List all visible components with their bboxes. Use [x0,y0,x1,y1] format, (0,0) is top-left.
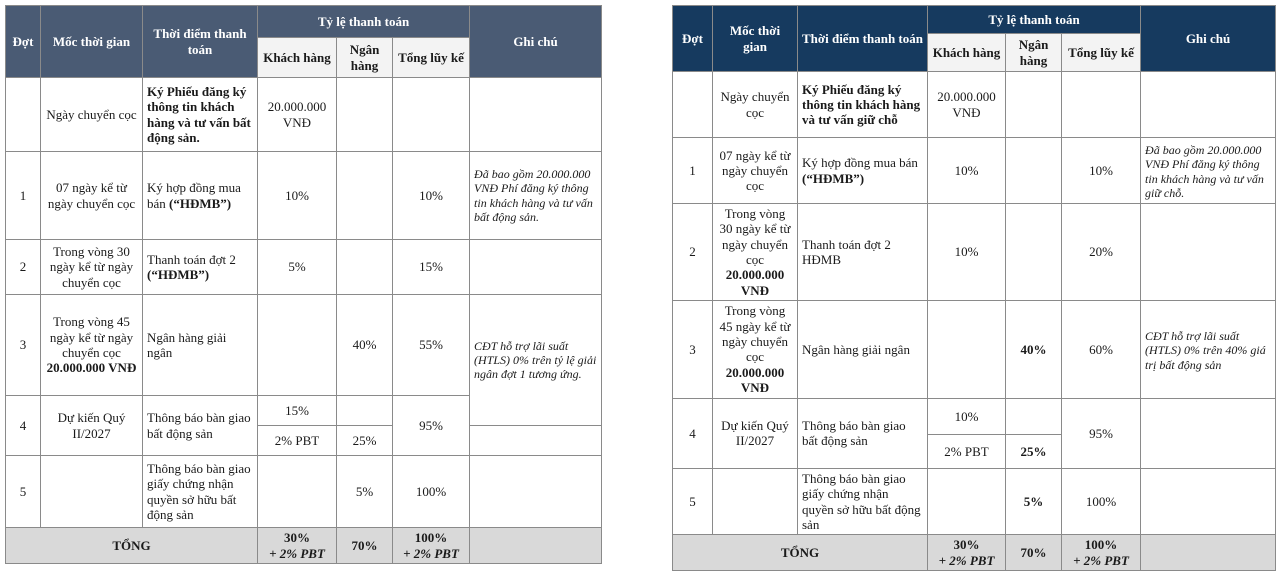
cell-dot: 1 [6,152,41,240]
cell-dot: 4 [6,396,41,456]
cell-moc-bold: 20.000.000 VNĐ [725,267,785,298]
total-ngan-hang: 70% [1006,535,1062,571]
cell-ngan-hang: 25% [337,426,393,456]
cell-ngan-hang [1006,204,1062,301]
cell-moc: Ngày chuyển cọc [41,78,143,152]
cell-khach-hang [928,468,1006,534]
total-tong-extra: + 2% PBT [1073,552,1129,568]
table-row [673,468,1276,534]
total-khach-extra: + 2% PBT [938,552,995,568]
total-label: TỔNG [673,535,928,571]
header-moc-thoi-gian: Mốc thời gian [713,6,798,72]
table-row [673,398,1276,434]
cell-tong-luy-ke: 15% [393,240,470,295]
cell-moc-text: Trong vòng 45 ngày kể từ ngày chuyển cọc [719,303,791,365]
header-tong-luy-ke: Tổng lũy kế [393,38,470,78]
total-tong-value: 100% [1084,537,1118,553]
cell-khach-hang: 5% [258,240,337,295]
table-row [6,295,602,396]
cell-khach-hang [258,456,337,528]
cell-thoi-diem [798,72,928,138]
cell-thoi-diem [143,240,258,295]
cell-ghi-chu [470,426,602,456]
cell-ghi-chu [470,78,602,152]
cell-thoi-diem: Thông báo bàn giao giấy chứng nhận quyền sở hữu bất động sản [143,456,258,528]
cell-ghi-chu [470,456,602,528]
cell-moc: Dự kiến Quý II/2027 [41,396,143,456]
header-ngan-hang: Ngân hàng [337,38,393,78]
cell-moc [713,204,798,301]
cell-thoi-diem [143,152,258,240]
cell-ghi-chu [1141,398,1276,468]
cell-thoi-diem: Thanh toán đợt 2 HĐMB [798,204,928,301]
cell-khach-hang [258,295,337,396]
cell-tong-luy-ke [393,78,470,152]
cell-khach-hang: 10% [928,138,1006,204]
cell-ngan-hang: 5% [337,456,393,528]
cell-thoi-diem-text: Ký Phiếu đăng ký thông tin khách hàng và tư vấn bất động sản. [147,83,251,145]
total-tong-luy-ke [1062,535,1141,571]
table-row [673,72,1276,138]
total-khach-extra: + 2% PBT [269,545,325,561]
cell-moc [41,295,143,396]
cell-dot: 2 [673,204,713,301]
table-row [673,204,1276,301]
cell-ngan-hang [337,78,393,152]
cell-dot: 4 [673,398,713,468]
header-thoi-diem: Thời điểm thanh toán [798,6,928,72]
header-ty-le: Tỷ lệ thanh toán [258,6,470,38]
cell-khach-hang: 15% [258,396,337,426]
cell-ghi-chu: Đã bao gồm 20.000.000 VNĐ Phí đăng ký thông tin khách hàng và tư vấn giữ chỗ. [1141,138,1276,204]
header-moc-thoi-gian: Mốc thời gian [41,6,143,78]
total-label: TỔNG [6,528,258,564]
cell-tong-luy-ke: 20% [1062,204,1141,301]
cell-ghi-chu [1141,72,1276,138]
cell-moc [713,300,798,398]
cell-ghi-chu: Đã bao gồm 20.000.000 VNĐ Phí đăng ký thông tin khách hàng và tư vấn bất động sản. [470,152,602,240]
cell-ghi-chu: CĐT hỗ trợ lãi suất (HTLS) 0% trên 40% giá trị bất động sản [1141,300,1276,398]
header-khach-hang: Khách hàng [928,34,1006,72]
cell-ngan-hang [1006,72,1062,138]
cell-ngan-hang [337,240,393,295]
cell-tong-luy-ke: 10% [1062,138,1141,204]
total-row [673,535,1276,571]
header-tong-luy-ke: Tổng lũy kế [1062,34,1141,72]
payment-schedule-table-left [5,5,602,564]
cell-moc: Trong vòng 30 ngày kể từ ngày chuyển cọc [41,240,143,295]
total-khach-hang [928,535,1006,571]
cell-moc: Dự kiến Quý II/2027 [713,398,798,468]
header-ty-le: Tỷ lệ thanh toán [928,6,1141,34]
cell-moc-bold: 20.000.000 VNĐ [725,364,785,396]
cell-dot: 2 [6,240,41,295]
cell-khach-hang: 2% PBT [258,426,337,456]
cell-dot: 5 [6,456,41,528]
cell-tong-luy-ke: 100% [1062,468,1141,534]
total-khach-value: 30% [284,530,310,546]
cell-moc: 07 ngày kể từ ngày chuyển cọc [713,138,798,204]
total-ghi-chu [470,528,602,564]
cell-moc [41,456,143,528]
cell-ghi-chu [1141,204,1276,301]
cell-thoi-diem: Thông báo bàn giao bất động sản [798,398,928,468]
header-dot: Đợt [673,6,713,72]
table-row [6,240,602,295]
cell-ngan-hang: 40% [337,295,393,396]
cell-moc-text: Trong vòng 45 ngày kể từ ngày chuyển cọc [49,314,134,360]
cell-moc: Ngày chuyển cọc [713,72,798,138]
cell-khach-hang: 20.000.000 VNĐ [258,78,337,152]
cell-tong-luy-ke [1062,72,1141,138]
cell-khach-hang: 2% PBT [928,434,1006,468]
total-tong-luy-ke [393,528,470,564]
total-khach-value: 30% [953,537,980,553]
cell-khach-hang [928,300,1006,398]
cell-thoi-diem-bold: (“HĐMB”) [147,267,210,282]
cell-thoi-diem: Thông báo bàn giao giấy chứng nhận quyền sở hữu bất động sản [798,468,928,534]
cell-thoi-diem-bold: (“HĐMB”) [802,170,865,186]
table-row [673,138,1276,204]
cell-tong-luy-ke: 55% [393,295,470,396]
cell-moc-text: Trong vòng 30 ngày kể từ ngày chuyển cọc [719,206,791,267]
cell-thoi-diem: Thông báo bàn giao bất động sản [143,396,258,456]
cell-thoi-diem: Ngân hàng giải ngân [143,295,258,396]
cell-dot [673,72,713,138]
cell-thoi-diem-text: Thanh toán đợt 2 [147,251,236,267]
header-khach-hang: Khách hàng [258,38,337,78]
total-row [6,528,602,564]
total-khach-hang [258,528,337,564]
cell-dot: 3 [673,300,713,398]
cell-thoi-diem [143,78,258,152]
cell-ghi-chu [1141,468,1276,534]
total-tong-value: 100% [414,530,448,546]
cell-ghi-chu [470,240,602,295]
cell-tong-luy-ke: 95% [393,396,470,456]
cell-tong-luy-ke: 60% [1062,300,1141,398]
header-ghi-chu: Ghi chú [1141,6,1276,72]
table-row [6,456,602,528]
cell-ngan-hang: 25% [1006,434,1062,468]
total-ghi-chu [1141,535,1276,571]
cell-thoi-diem-text: Ký hợp đồng mua bán [802,155,918,171]
cell-thoi-diem-text: Ký Phiếu đăng ký thông tin khách hàng và tư vấn giữ chỗ [802,81,921,128]
header-dot: Đợt [6,6,41,78]
cell-thoi-diem-bold: (“HĐMB”) [169,195,232,211]
cell-dot: 5 [673,468,713,534]
cell-ghi-chu: CĐT hỗ trợ lãi suất (HTLS) 0% trên tỷ lệ giải ngân đợt 1 tương ứng. [470,295,602,426]
cell-dot: 3 [6,295,41,396]
cell-thoi-diem: Ngân hàng giải ngân [798,300,928,398]
cell-thoi-diem [798,138,928,204]
header-thoi-diem: Thời điểm thanh toán [143,6,258,78]
cell-ngan-hang [1006,138,1062,204]
cell-moc-bold: 20.000.000 VNĐ [46,360,137,376]
table-row [673,300,1276,398]
cell-moc [713,468,798,534]
total-tong-extra: + 2% PBT [403,545,459,561]
cell-moc: 07 ngày kể từ ngày chuyển cọc [41,152,143,240]
cell-thoi-diem-text: Ký hợp đồng mua bán [147,180,241,211]
cell-tong-luy-ke: 10% [393,152,470,240]
total-ngan-hang: 70% [337,528,393,564]
cell-khach-hang: 10% [258,152,337,240]
payment-schedule-table-right [672,5,1276,571]
cell-khach-hang: 20.000.000 VNĐ [928,72,1006,138]
cell-ngan-hang: 40% [1006,300,1062,398]
cell-dot [6,78,41,152]
cell-khach-hang: 10% [928,204,1006,301]
header-ngan-hang: Ngân hàng [1006,34,1062,72]
cell-tong-luy-ke: 100% [393,456,470,528]
header-ghi-chu: Ghi chú [470,6,602,78]
cell-tong-luy-ke: 95% [1062,398,1141,468]
cell-ngan-hang [1006,398,1062,434]
cell-ngan-hang: 5% [1006,468,1062,534]
table-row [6,152,602,240]
cell-ngan-hang [337,396,393,426]
cell-khach-hang: 10% [928,398,1006,434]
cell-ngan-hang [337,152,393,240]
cell-dot: 1 [673,138,713,204]
table-row [6,78,602,152]
